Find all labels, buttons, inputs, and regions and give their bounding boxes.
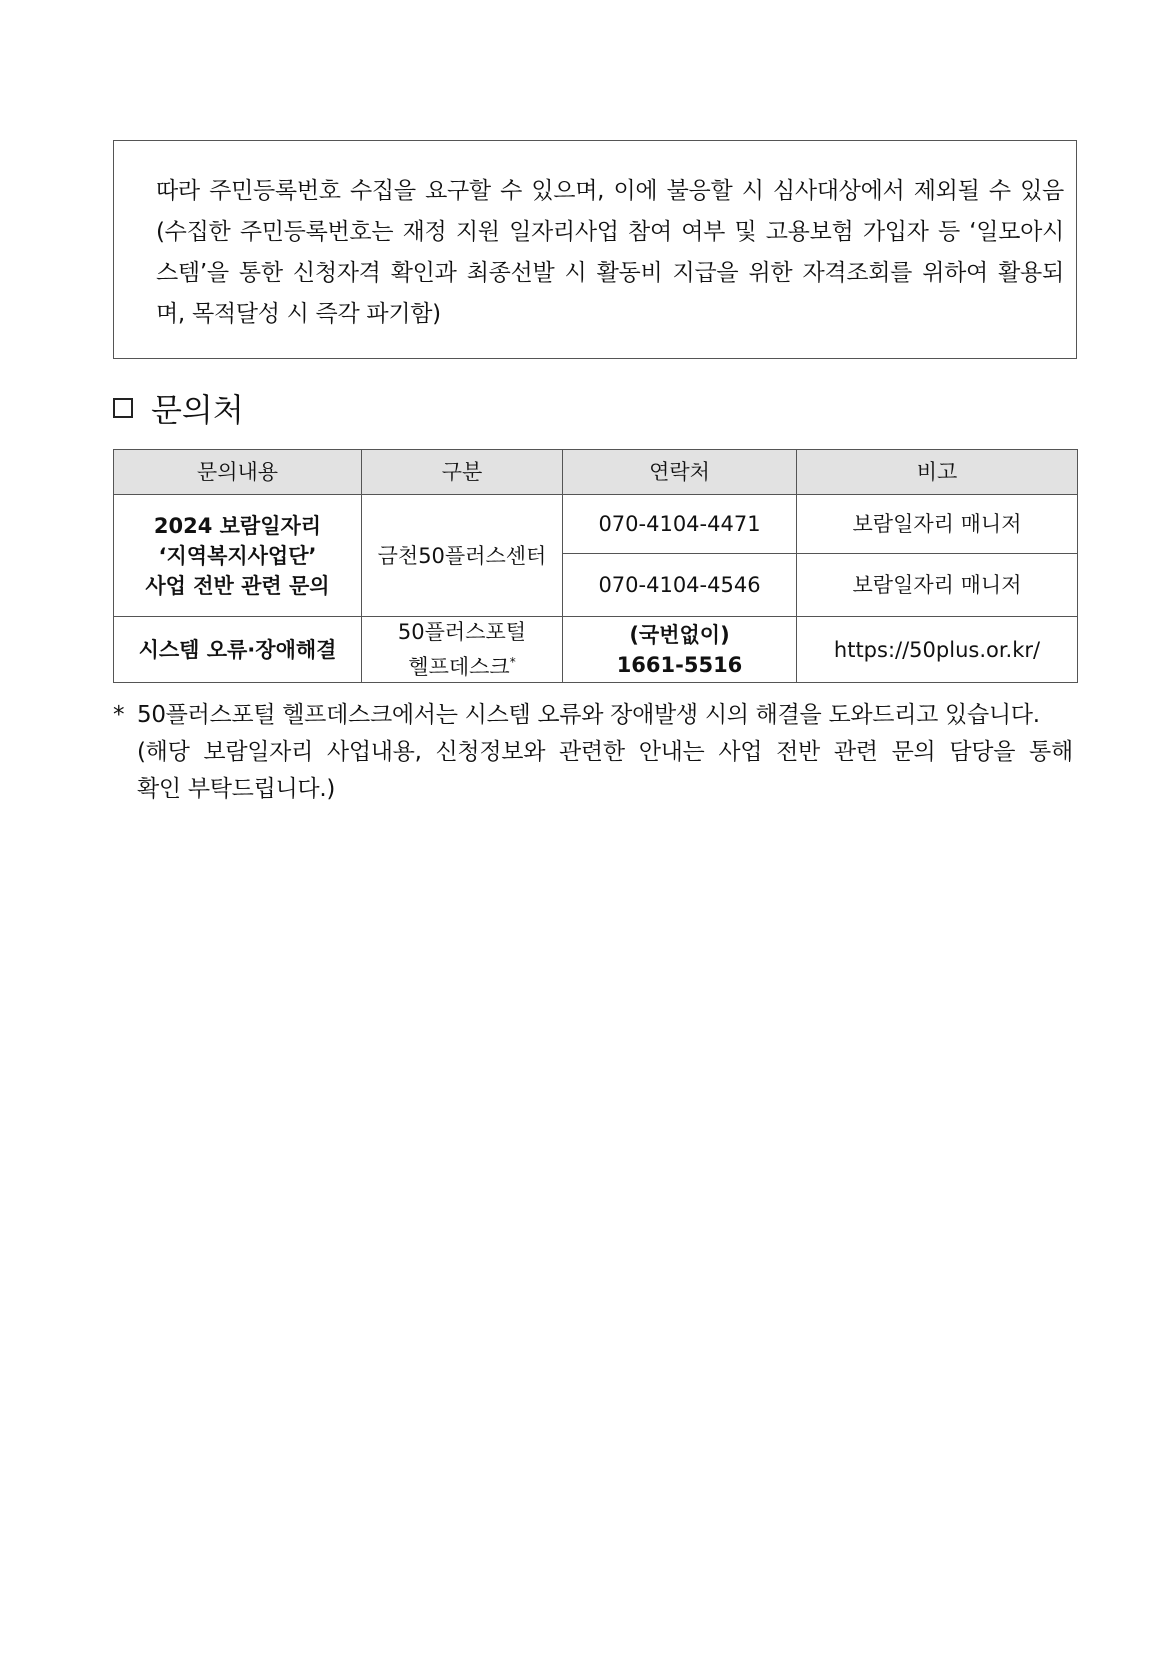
section-title: 문의처	[151, 391, 244, 429]
table-header-cell: 구분	[362, 450, 563, 495]
checkbox-icon	[113, 398, 133, 418]
phone-cell: 070-4104-4471	[563, 495, 797, 554]
table-header-cell: 문의내용	[114, 450, 362, 495]
word: 가입자	[862, 219, 929, 245]
word: 활용되	[998, 260, 1064, 286]
footnote-mark: *	[113, 702, 125, 728]
word: 있으며,	[531, 178, 605, 204]
word: (수집한	[156, 219, 231, 245]
footnote-mark: *	[509, 655, 516, 669]
word: 및	[734, 219, 757, 245]
word: 통해	[1029, 739, 1073, 765]
word: 확인과	[390, 260, 457, 286]
phone-cell: 070-4104-4546	[563, 554, 797, 617]
footnote-line	[113, 734, 1073, 771]
word: 이에	[613, 178, 658, 204]
word: 고용보험	[765, 219, 854, 245]
table-row	[114, 495, 1078, 554]
word: 수	[988, 178, 1011, 204]
inquiry-cell	[114, 495, 362, 617]
word: 지원	[455, 219, 500, 245]
table-row	[114, 617, 1078, 683]
word: 전반	[776, 739, 820, 765]
word: 위한	[748, 260, 793, 286]
category-line	[362, 647, 562, 682]
word: 요구할	[425, 178, 491, 204]
notice-box	[113, 140, 1077, 359]
word: 재정	[402, 219, 447, 245]
note-cell: 보람일자리 매니저	[797, 554, 1078, 617]
word: 사업	[718, 739, 763, 765]
notice-line	[156, 171, 1064, 212]
notice-line	[156, 212, 1064, 253]
word: 안내는	[638, 739, 705, 765]
url-link[interactable]: https://50plus.or.kr/	[797, 617, 1078, 683]
word: 따라	[156, 178, 200, 204]
word: (해당	[137, 739, 190, 765]
word: 심사대상에서	[772, 178, 905, 204]
word: 담당을	[949, 739, 1016, 765]
footnote	[113, 697, 1073, 808]
word: 주민등록번호	[209, 178, 341, 204]
word: 신청자격	[292, 260, 381, 286]
category-cell	[362, 617, 563, 683]
word: 위하여	[922, 260, 988, 286]
word: 관련한	[559, 739, 625, 765]
inquiry-line: ‘지역복지사업단’	[158, 543, 317, 568]
word: 문의	[891, 739, 936, 765]
word: 관련	[833, 739, 878, 765]
contact-table	[113, 449, 1078, 683]
phone-cell	[563, 617, 797, 683]
inquiry-cell: 시스템 오류·장애해결	[114, 617, 362, 683]
word: 자격조회를	[802, 260, 913, 286]
category-line-text: 헬프데스크	[408, 655, 510, 679]
word: 시	[564, 260, 587, 286]
table-header-cell: 비고	[797, 450, 1078, 495]
word: 불응할	[666, 178, 733, 204]
word: 활동비	[596, 260, 663, 286]
footnote-text: 50플러스포털 헬프데스크에서는 시스템 오류와 장애발생 시의 해결을 도와드리고 있습니다.	[137, 702, 1040, 728]
note-cell: 보람일자리 매니저	[797, 495, 1078, 554]
section-heading	[113, 386, 244, 430]
word: 주민등록번호는	[239, 219, 394, 245]
word: 여부	[681, 219, 726, 245]
table-header-row	[114, 450, 1078, 495]
phone-line: 1661-5516	[616, 652, 743, 677]
phone-line: (국번없이)	[629, 622, 730, 647]
word: ‘일모아시	[969, 219, 1064, 245]
footnote-line: 확인 부탁드립니다.)	[137, 776, 336, 802]
word: 보람일자리	[203, 739, 314, 765]
word: 신청정보와	[435, 739, 546, 765]
notice-line	[156, 253, 1064, 294]
notice-line: 며, 목적달성 시 즉각 파기함)	[156, 301, 441, 327]
word: 일자리사업	[509, 219, 619, 245]
word: 시	[741, 178, 764, 204]
word: 통한	[238, 260, 283, 286]
word: 수집을	[349, 178, 416, 204]
table-header-cell: 연락처	[563, 450, 797, 495]
word: 등	[937, 219, 960, 245]
word: 참여	[628, 219, 672, 245]
inquiry-line: 사업 전반 관련 문의	[145, 573, 330, 598]
word: 있음	[1020, 178, 1064, 204]
category-cell: 금천50플러스센터	[362, 495, 563, 617]
word: 지급을	[672, 260, 739, 286]
word: 최종선발	[466, 260, 555, 286]
footnote-line	[113, 697, 1073, 734]
word: 스템’을	[156, 260, 229, 286]
inquiry-line: 2024 보람일자리	[153, 513, 322, 538]
word: 사업내용,	[326, 739, 422, 765]
word: 수	[500, 178, 523, 204]
category-line: 50플러스포털	[397, 620, 527, 644]
word: 제외될	[913, 178, 980, 204]
